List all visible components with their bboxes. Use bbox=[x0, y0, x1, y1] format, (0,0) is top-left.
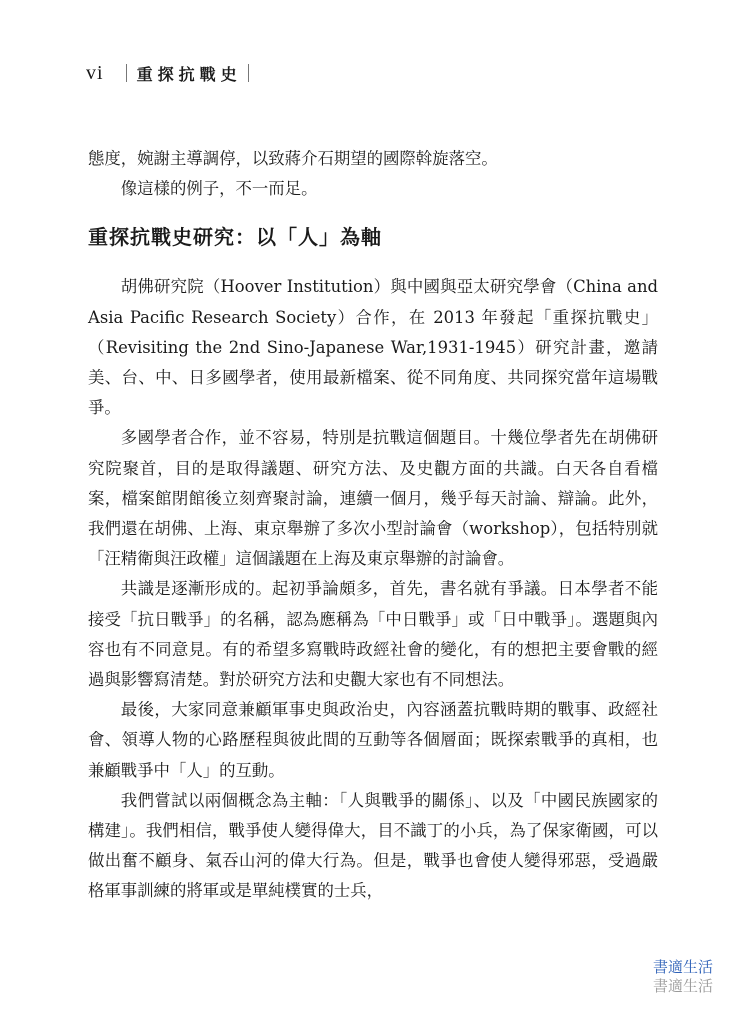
page-body bbox=[88, 144, 658, 907]
publisher-watermark bbox=[653, 958, 713, 996]
paragraph-agreement: 最後，大家同意兼顧軍事史與政治史，內容涵蓋抗戰時期的戰事、政經社會、領導人物的心路歷程與彼此間的互動等各個層面；既探索戰爭的真相，也兼顧戰爭中「人」的互動。 bbox=[88, 700, 658, 780]
page-number: vi bbox=[86, 61, 104, 84]
running-head bbox=[86, 58, 249, 88]
running-book-title: 重探抗戰史 bbox=[136, 64, 242, 84]
paragraph-collaboration: 多國學者合作，並不容易，特別是抗戰這個題目。十幾位學者先在胡佛研究院聚首，目的是取得議題、研究方法、及史觀方面的共識。白天各自看檔案，檔案館閉館後立刻齊聚討論，連續一個月，幾乎每天討論、辯論。此外，我們還在胡佛、上海、東京舉辦了多次小型討論會（workshop），包括特別就「汪精衛與汪政權」這個議題在上海及東京舉辦的討論會。 bbox=[88, 428, 658, 569]
header-divider-left bbox=[126, 64, 127, 82]
header-divider-right bbox=[248, 64, 249, 82]
paragraph-hoover-project: 胡佛研究院（Hoover Institution）與中國與亞太研究學會（China and Asia Pacific Research Society）合作，在 2013 年發起「重探抗戰史」（Revisiting the 2nd Sino-Japanese War,1931-1945）研究計畫，邀請美、台、中、日多國學者，使用最新檔案、從不同角度、共同探究當年這場戰爭。 bbox=[88, 277, 658, 418]
example-paragraph: 像這樣的例子，不一而足。 bbox=[120, 179, 318, 199]
section-heading: 重探抗戰史研究：以「人」為軸 bbox=[88, 225, 382, 250]
watermark-line-blue: 書適生活 bbox=[652, 958, 713, 976]
paragraph-main-concepts: 我們嘗試以兩個概念為主軸：「人與戰爭的關係」、以及「中國民族國家的構建」。我們相信，戰爭使人變得偉大，目不識丁的小兵，為了保家衛國，可以做出奮不顧身、氣吞山河的偉大行為。但是，戰爭也會使人變得邪惡，受過嚴格軍事訓練的將軍或是單純樸實的士兵， bbox=[88, 790, 658, 901]
continued-paragraph: 態度，婉謝主導調停，以致蔣介石期望的國際斡旋落空。 bbox=[88, 149, 498, 168]
paragraph-consensus: 共識是逐漸形成的。起初爭論頗多，首先，書名就有爭議。日本學者不能接受「抗日戰爭」的名稱，認為應稱為「中日戰爭」或「日中戰爭」。選題與內容也有不同意見。有的希望多寫戰時政經社會的變化，有的想把主要會戰的經過與影響寫清楚。對於研究方法和史觀大家也有不同想法。 bbox=[88, 579, 658, 690]
watermark-line-grey: 書適生活 bbox=[652, 977, 713, 995]
